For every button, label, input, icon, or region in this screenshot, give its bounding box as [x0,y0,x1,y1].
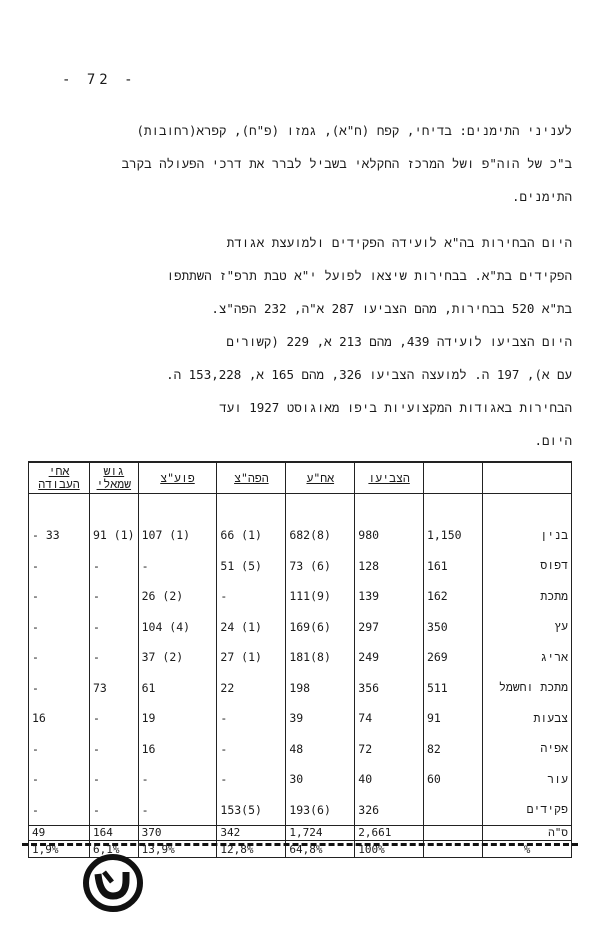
cell: 161 [423,551,482,582]
cell: 511 [423,673,482,704]
cell-total-label: ס"ה [483,826,572,841]
table-row [29,673,572,704]
cell: (6)169 [286,612,355,643]
cell-branch: פקידים [483,795,572,826]
cell-branch: מתכת וחשמל [483,673,572,704]
cell: 164 [90,826,139,841]
cell: - [138,795,217,826]
cell: - [29,581,90,612]
table-row [29,764,572,795]
cell: 72 [355,734,424,765]
cell: (2) 37 [138,642,217,673]
cell: - [29,795,90,826]
cell: (1) 24 [217,612,286,643]
cell: - [138,764,217,795]
cell: 980 [355,494,424,551]
cell: 82 [423,734,482,765]
dashed-divider [22,843,578,846]
table-row [29,795,572,826]
cell: - [29,764,90,795]
cell: (6)193 [286,795,355,826]
cell: 326 [355,795,424,826]
cell: - [29,612,90,643]
header-left-bloc: גוש שמאלי [90,462,139,494]
cell: - [29,551,90,582]
table-header-row [29,462,572,494]
cell: 73 [90,673,139,704]
election-results-table [28,461,572,858]
cell: (1) 66 [217,494,286,551]
cell: 128 [355,551,424,582]
header-members [423,462,482,494]
cell: (5)153 [217,795,286,826]
cell: (1) 107 [138,494,217,551]
cell: (5) 51 [217,551,286,582]
paragraph-elections: היום הבחירות בה"א לועידה הפקידים ולמועצת אגודת הפקידים בת"א. בבחירות שיצאו לפועל י"א טבת תרפ"ז השתתפו בת"א 520 בבחירות, מהם הצביעו 287 א"ה, 232 הפה"צ. היום הצביעו לועידה 439, מהם 213 א, 229 (קשורים עם א), 197 ה. למועצה הצביעו 326, מהם 165 א, 153,228 ה. הבחירות באגודות המקצועיות ביפו מאוגוסט 1927 ועד היום. [166,235,572,448]
cell: 342 [217,826,286,841]
cell: 269 [423,642,482,673]
cell: 2,661 [355,826,424,841]
cell: (6) 73 [286,551,355,582]
cell: - [90,764,139,795]
header-poalei-zion: פוע"צ [138,462,217,494]
table-total-row [29,826,572,841]
cell: 297 [355,612,424,643]
cell: - [90,551,139,582]
cell: 100% [355,841,424,858]
cell: (2) 26 [138,581,217,612]
cell: 162 [423,581,482,612]
paragraph-yemenites: לעניני התימנים: בדיחי, קפח (ח"א), גמזו (פ"ח), קפרא(רחובות) ב"כ של הוה"פ ושל המרכז החקלאי בשביל לברר את דרכי הפעולה בקרב התימנים. [121,123,572,204]
cell: 1,150 [423,494,482,551]
table-row [29,612,572,643]
cell: 19 [138,703,217,734]
archive-stamp-icon [82,852,144,914]
cell: 91 [423,703,482,734]
cell: - [90,642,139,673]
cell: - [90,612,139,643]
cell: 198 [286,673,355,704]
cell: 356 [355,673,424,704]
page-number: - 72 - [62,72,137,88]
cell: 60 [423,764,482,795]
cell: 61 [138,673,217,704]
cell: (8)682 [286,494,355,551]
cell: 1,9% [29,841,90,858]
cell: - [29,734,90,765]
cell: 6,1% [90,841,139,858]
table-row [29,494,572,551]
cell-branch: עור [483,764,572,795]
cell: (4) 104 [138,612,217,643]
cell: 370 [138,826,217,841]
cell: - [29,642,90,673]
cell: 13,9% [138,841,217,858]
cell: 249 [355,642,424,673]
cell-branch: אפיה [483,734,572,765]
cell-branch: בנין [483,494,572,551]
header-hapoel-hatzair: הפה"צ [217,462,286,494]
cell-branch: מתכת [483,581,572,612]
table-row [29,642,572,673]
cell: - [90,703,139,734]
cell: (1) 27 [217,642,286,673]
cell: - [217,764,286,795]
cell: 12,8% [217,841,286,858]
cell: 1,724 [286,826,355,841]
cell: - [217,703,286,734]
header-achdut: אח"ע [286,462,355,494]
cell: 16 [29,703,90,734]
cell: - [90,795,139,826]
table-row [29,581,572,612]
table-row [29,734,572,765]
cell: - [217,581,286,612]
cell: 139 [355,581,424,612]
table-row [29,703,572,734]
cell: 39 [286,703,355,734]
cell: 16 [138,734,217,765]
cell-branch: עץ [483,612,572,643]
cell: 48 [286,734,355,765]
cell: 49 [29,826,90,841]
cell: (8)181 [286,642,355,673]
cell [423,795,482,826]
header-ahei-haavoda: אחי העבודה [29,462,90,494]
cell: 350 [423,612,482,643]
cell: (1) 91 [90,494,139,551]
header-voted: הצביעו [355,462,424,494]
cell: - [90,734,139,765]
cell: - [217,734,286,765]
cell-branch: צבעות [483,703,572,734]
cell [423,826,482,841]
cell: 33 - [29,494,90,551]
cell: 64,8% [286,841,355,858]
cell: - [138,551,217,582]
cell-percent-label: % [483,841,572,858]
header-branch [483,462,572,494]
cell: - [90,581,139,612]
cell: 74 [355,703,424,734]
cell: - [29,673,90,704]
cell: 40 [355,764,424,795]
table-row [29,551,572,582]
cell: 30 [286,764,355,795]
cell-branch: אריג [483,642,572,673]
cell: (9)111 [286,581,355,612]
cell-branch: דפוס [483,551,572,582]
cell: 22 [217,673,286,704]
